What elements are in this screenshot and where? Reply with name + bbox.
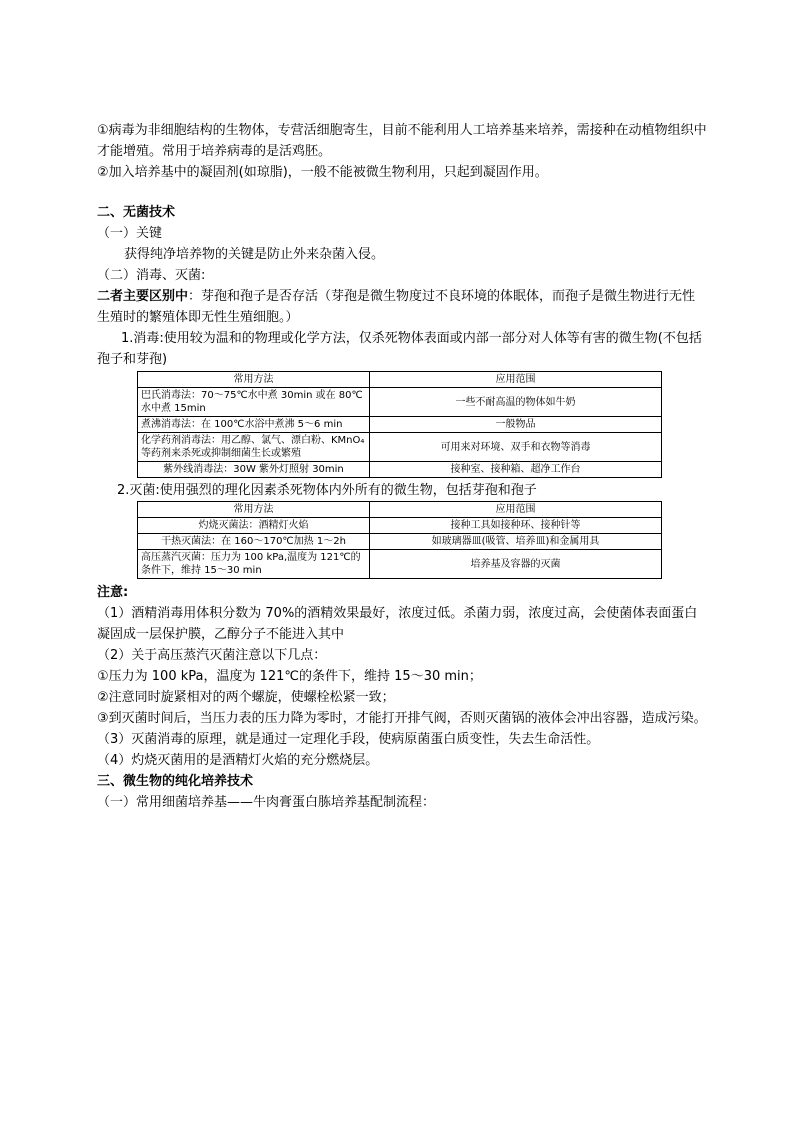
table-cell-scope: 一些不耐高温的物体如牛奶 — [370, 388, 662, 417]
table-cell-scope: 培养基及容器的灭菌 — [370, 550, 662, 579]
table-cell-method: 巴氏消毒法：70～75℃水中煮 30min 或在 80℃水中煮 15min — [138, 388, 370, 417]
table-cell-method: 灼烧灭菌法：酒精灯火焰 — [138, 518, 370, 534]
difference-label: 二者主要区别中 — [97, 289, 189, 304]
table-row — [138, 417, 662, 433]
note-item: （1）酒精消毒用体积分数为 70%的酒精效果最好，浓度过低。杀菌力弱，浓度过高，会使菌体表面蛋白凝固成一层保护膜，乙醇分子不能进入其中 — [97, 606, 698, 642]
table-cell-scope: 可用来对环境、双手和衣物等消毒 — [370, 433, 662, 462]
note-item: ③到灭菌时间后，当压力表的压力降为零时，才能打开排气阀，否则灭菌锅的液体会冲出容器，造成污染。 — [97, 711, 707, 726]
table-row — [138, 433, 662, 462]
note-item: （4）灼烧灭菌用的是酒精灯火焰的充分燃烧层。 — [97, 753, 379, 768]
note-item: （2）关于高压蒸汽灭菌注意以下几点： — [97, 648, 327, 663]
paragraph-difference — [97, 286, 707, 328]
table-header-cell: 应用范围 — [370, 502, 662, 518]
paragraph-sterilization: 2.灭菌:使用强烈的理化因素杀死物体内外所有的微生物，包括芽孢和孢子 — [117, 483, 537, 498]
disinfection-text: 1.消毒:使用较为温和的物理或化学方法，仅杀死物体表面或内部一部分对人体等有害的微生物(不包括孢子和芽孢) — [97, 331, 702, 367]
table-header-cell: 应用范围 — [370, 372, 662, 388]
subheading-key: （一）关键 — [97, 226, 163, 241]
table-cell-scope: 接种工具如接种环、接种针等 — [370, 518, 662, 534]
table-cell-method: 紫外线消毒法：30W 紫外灯照射 30min — [138, 462, 370, 478]
document-page — [97, 120, 707, 813]
note-item: （3）灭菌消毒的原理，就是通过一定理化手段，使病原菌蛋白质变性，失去生命活性。 — [97, 732, 600, 747]
table-header-cell: 常用方法 — [138, 372, 370, 388]
table-cell-method: 高压蒸汽灭菌：压力为 100 kPa,温度为 121℃的条件下，维持 15～30 min — [138, 550, 370, 579]
table-header-row — [138, 372, 662, 388]
sterilization-table — [137, 501, 662, 579]
table-cell-method: 化学药剂消毒法：用乙醇、氯气、漂白粉、KMnO₄等药剂来杀死或抑制细菌生长或繁殖 — [138, 433, 370, 462]
section-heading-purification: 三、微生物的纯化培养技术 — [97, 774, 254, 789]
note-item: ②注意同时旋紧相对的两个螺旋，使螺栓松紧一致； — [97, 690, 395, 705]
paragraph-agar: ②加入培养基中的凝固剂(如琼脂)，一般不能被微生物利用，只起到凝固作用。 — [97, 165, 548, 180]
paragraph-virus: ①病毒为非细胞结构的生物体，专营活细胞寄生，目前不能利用人工培养基来培养，需接种在动植物组织中才能增殖。常用于培养病毒的是活鸡胚。 — [97, 123, 707, 159]
table-cell-method: 煮沸消毒法：在 100℃水浴中煮沸 5～6 min — [138, 417, 370, 433]
difference-text: ：芽孢和孢子是否存活（芽孢是微生物度过不良环境的体眠体，而孢子是微生物进行无性生殖时的繁殖体即无性生殖细胞。） — [97, 289, 696, 325]
note-heading: 注意: — [97, 585, 129, 600]
table-row — [138, 462, 662, 478]
table-header-cell: 常用方法 — [138, 502, 370, 518]
table-cell-method: 干热灭菌法：在 160～170℃加热 1～2h — [138, 534, 370, 550]
note-item: ①压力为 100 kPa，温度为 121℃的条件下，维持 15～30 min； — [97, 669, 482, 684]
subheading-beef-extract-medium: （一）常用细菌培养基——牛肉膏蛋白胨培养基配制流程： — [97, 795, 436, 810]
subheading-disinfection-sterilization: （二）消毒、灭菌: — [97, 268, 206, 283]
table-header-row — [138, 502, 662, 518]
paragraph-key: 获得纯净培养物的关键是防止外来杂菌入侵。 — [124, 247, 385, 262]
table-row — [138, 534, 662, 550]
table-row — [138, 388, 662, 417]
disinfection-table — [137, 371, 662, 478]
spacer — [97, 183, 707, 202]
paragraph-disinfection — [97, 328, 707, 370]
table-row — [138, 518, 662, 534]
table-cell-scope: 一般物品 — [370, 417, 662, 433]
table-cell-scope: 接种室、接种箱、超净工作台 — [370, 462, 662, 478]
section-heading-sterile-technique: 二、无菌技术 — [97, 205, 176, 220]
table-cell-scope: 如玻璃器皿(吸管、培养皿)和金属用具 — [370, 534, 662, 550]
table-row — [138, 550, 662, 579]
